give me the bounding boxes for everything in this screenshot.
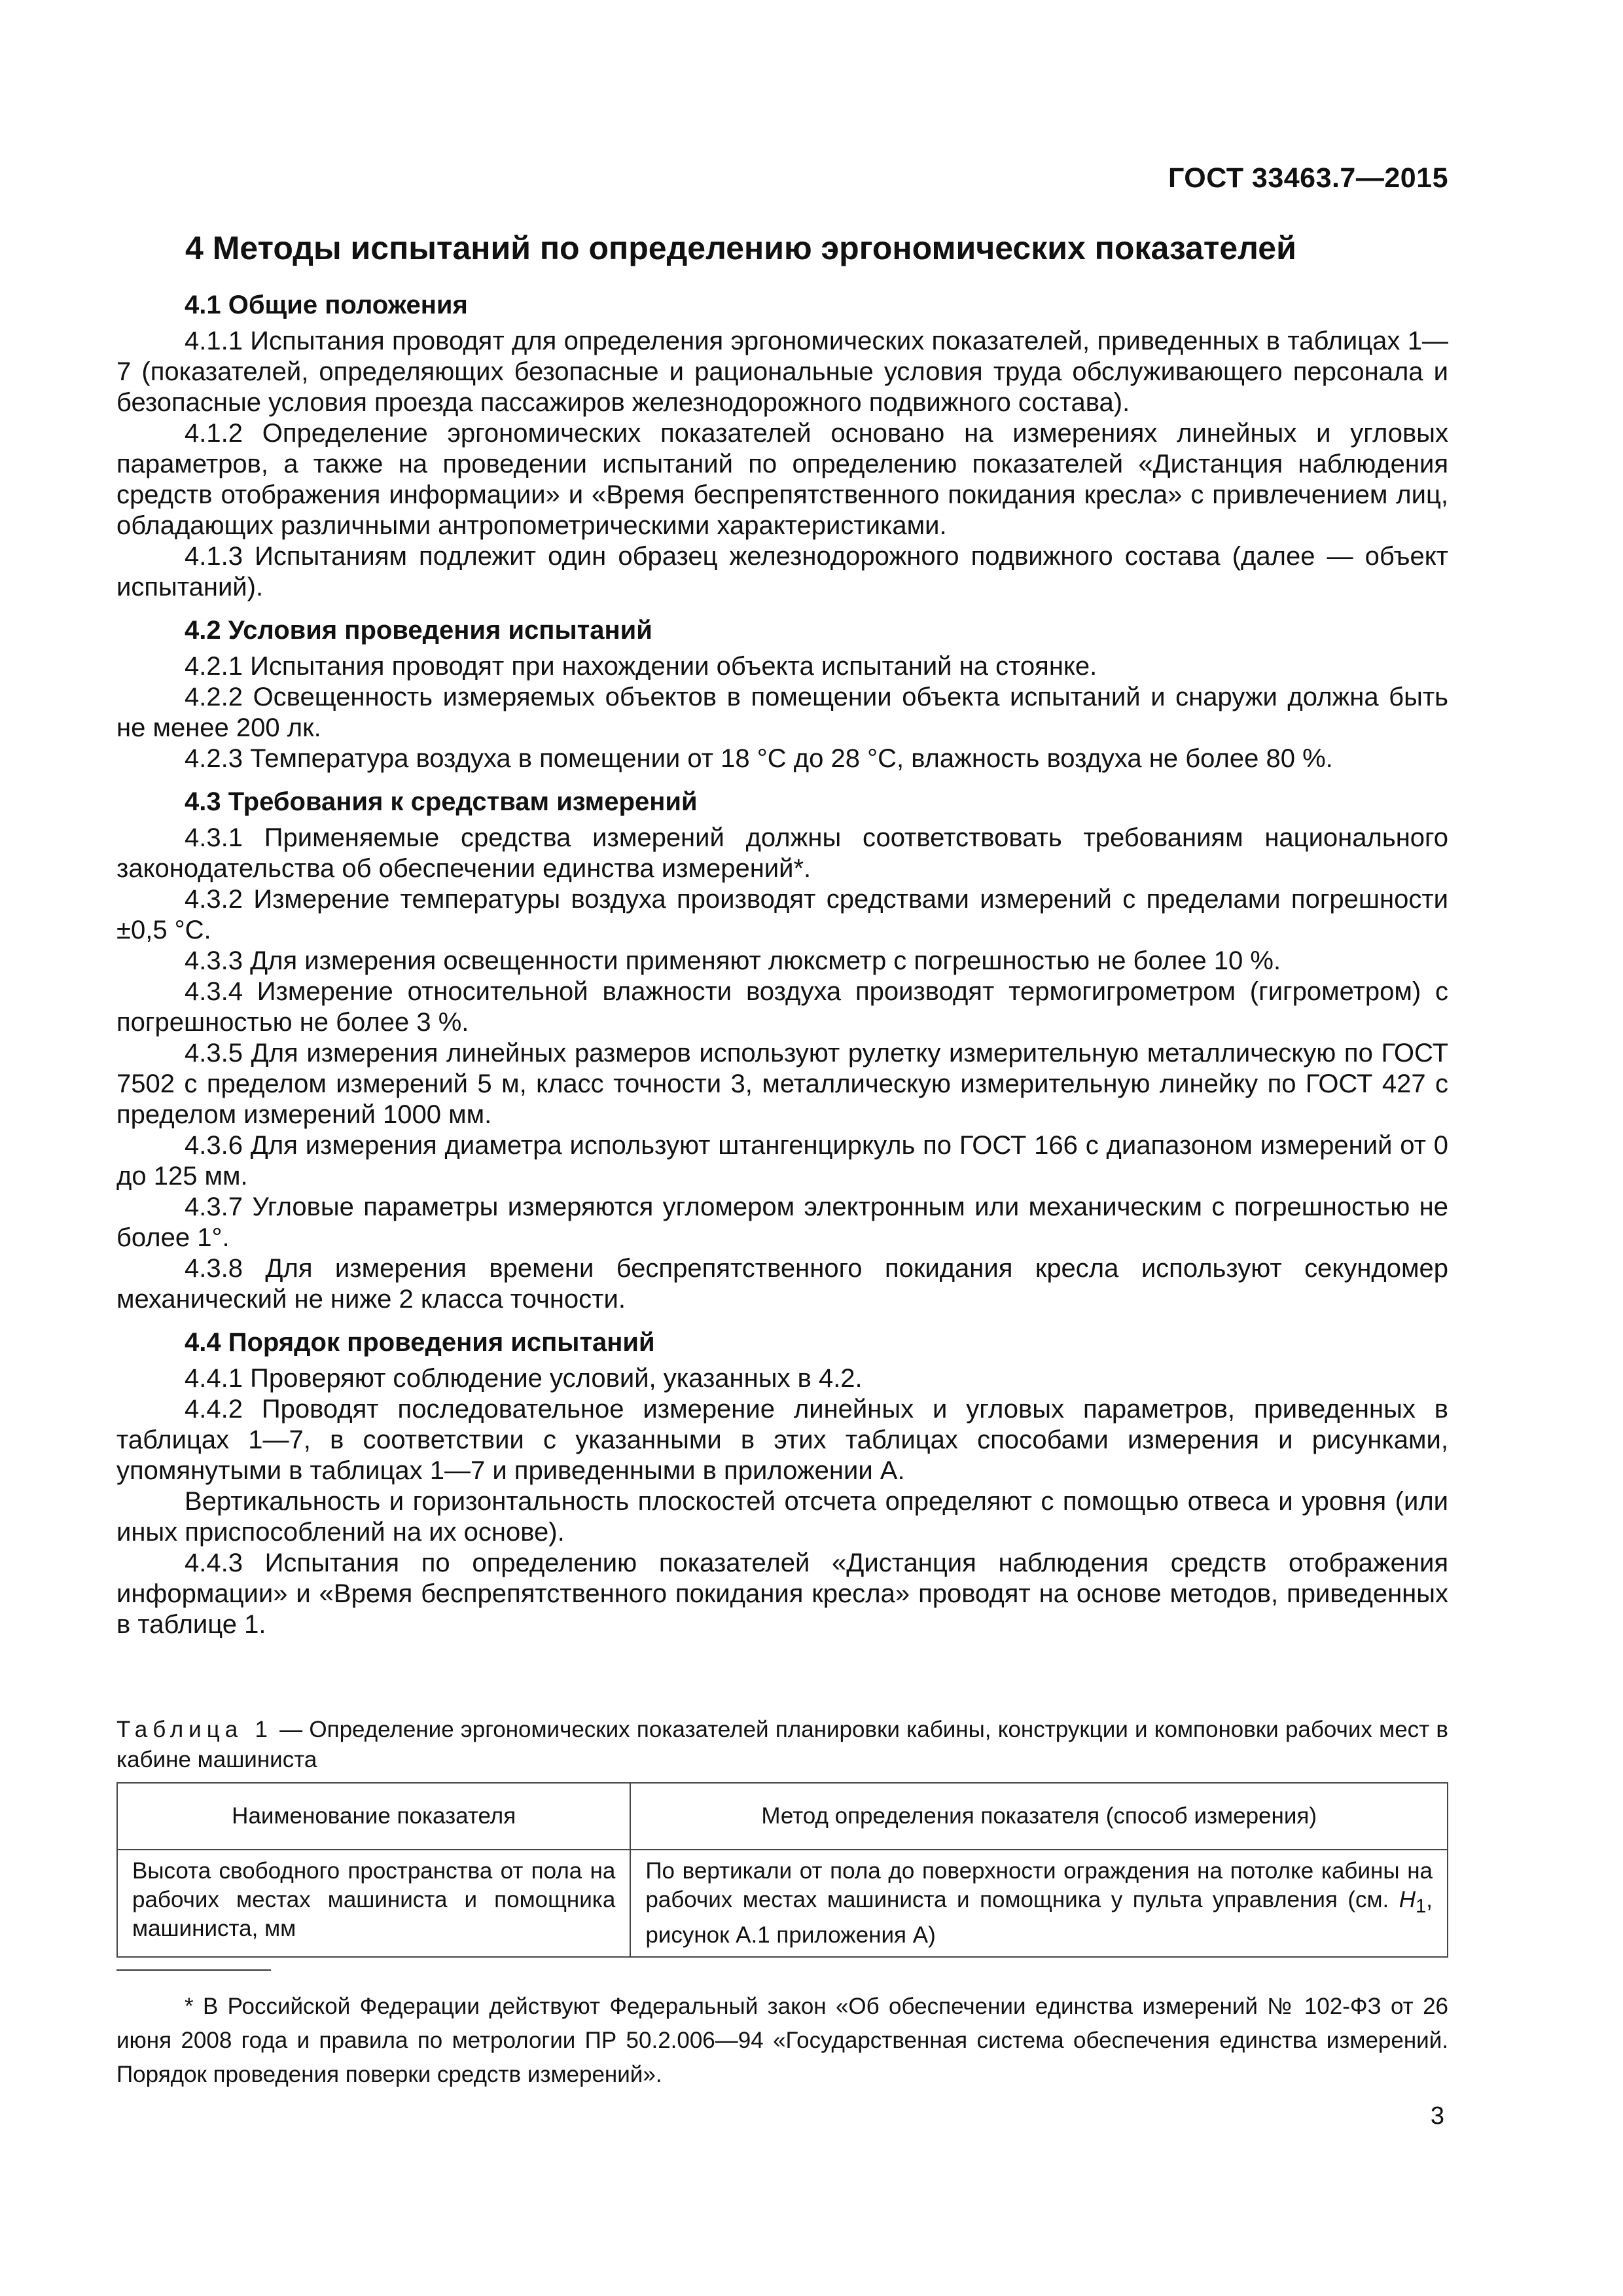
paragraph-4-1-1: 4.1.1 Испытания проводят для определения эргономических показателей, приведенных в таблицах 1—7 (показателей, определяющих безопасные и рациональные условия труда обслуживающего персонала и безопасные условия проезда пассажиров железнодорожного подвижного состава). — [116, 327, 1448, 417]
table-row — [117, 1850, 1448, 1957]
paragraph-4-1-3: 4.1.3 Испытаниям подлежит один образец железнодорожного подвижного состава (далее — объект испытаний). — [116, 542, 1448, 601]
paragraph-4-3-6: 4.3.6 Для измерения диаметра используют штангенциркуль по ГОСТ 166 с диапазоном измерений от 0 до 125 мм. — [116, 1131, 1448, 1191]
paragraph-4-4-1: 4.4.1 Проверяют соблюдение условий, указанных в 4.2. — [185, 1364, 863, 1393]
table-1 — [116, 1782, 1448, 1958]
paragraph-4-2-1: 4.2.1 Испытания проводят при нахождении объекта испытаний на стоянке. — [185, 652, 1097, 681]
method-text-end: , рисунок А.1 приложения А) — [645, 1887, 1433, 1948]
table-header-row — [117, 1783, 1448, 1850]
page-number: 3 — [1430, 2102, 1444, 2130]
section-title: 4 Методы испытаний по определению эргономических показателей — [185, 230, 1296, 266]
document-header-code: ГОСТ 33463.7—2015 — [1168, 162, 1448, 194]
table-caption-text: — Определение эргономических показателей планировки кабины, конструкции и компоновки рабочих мест в кабине машиниста — [116, 1717, 1449, 1772]
subsection-title-4-4: 4.4 Порядок проведения испытаний — [185, 1328, 655, 1357]
body-text — [116, 287, 1448, 1640]
method-text-start: По вертикали от пола до поверхности ограждения на потолке кабины на рабочих местах машиниста и помощника у пульта управления (см. — [645, 1858, 1433, 1912]
paragraph-4-3-2: 4.3.2 Измерение температуры воздуха производят средствами измерений с пределами погрешности ±0,5 °С. — [116, 885, 1448, 944]
paragraph-4-3-3: 4.3.3 Для измерения освещенности применяют люксметр с погрешностью не более 10 %. — [185, 946, 1281, 975]
subsection-title-4-1: 4.1 Общие положения — [185, 291, 468, 319]
paragraph-4-4-3: 4.4.3 Испытания по определению показателей «Дистанция наблюдения средств отображения информации» и «Время беспрепятственного покидания кресла» проводят на основе методов, приведенных в таблице 1. — [116, 1549, 1448, 1639]
footnote: * В Российской Федерации действуют Федеральный закон «Об обеспечении единства измерений № 102-ФЗ от 26 июня 2008 года и правила по метрологии ПР 50.2.006—94 «Государственная система обеспечения единства измерений. Порядок проведения поверки средств измерений». — [116, 1994, 1448, 2087]
paragraph-4-3-8: 4.3.8 Для измерения времени беспрепятственного покидания кресла используют секундомер механический не ниже 2 класса точности. — [116, 1254, 1448, 1314]
subsection-title-4-3: 4.3 Требования к средствам измерений — [185, 787, 698, 816]
variable-h-subscript: 1 — [1416, 1896, 1427, 1917]
footnote-divider — [116, 1969, 271, 1971]
table-header-indicator-name: Наименование показателя — [117, 1783, 630, 1850]
subsection-title-4-2: 4.2 Условия проведения испытаний — [185, 616, 652, 645]
table-cell-method — [630, 1850, 1448, 1957]
table-caption — [116, 1715, 1448, 1775]
paragraph-4-2-3: 4.2.3 Температура воздуха в помещении от 18 °С до 28 °С, влажность воздуха не более 80 %. — [185, 744, 1333, 773]
paragraph-4-3-7: 4.3.7 Угловые параметры измеряются угломером электронным или механическим с погрешностью не более 1°. — [116, 1193, 1448, 1252]
table-header-method: Метод определения показателя (способ измерения) — [630, 1783, 1448, 1850]
paragraph-4-1-2: 4.1.2 Определение эргономических показателей основано на измерениях линейных и угловых параметров, а также на проведении испытаний по определению показателей «Дистанция наблюдения средств отображения информации» и «Время беспрепятственного покидания кресла» с привлечением лиц, обладающих различными антропометрическими характеристиками. — [116, 419, 1448, 540]
table-cell-indicator: Высота свободного пространства от пола на рабочих местах машиниста и помощника машиниста, мм — [117, 1850, 630, 1957]
variable-h: H — [1399, 1887, 1416, 1912]
paragraph-4-3-4: 4.3.4 Измерение относительной влажности воздуха производят термогигрометром (гигрометром) с погрешностью не более 3 %. — [116, 977, 1448, 1037]
table-caption-label: Таблица 1 — [116, 1717, 273, 1742]
paragraph-4-4-2-note: Вертикальность и горизонтальность плоскостей отсчета определяют с помощью отвеса и уровня (или иных приспособлений на их основе). — [116, 1487, 1448, 1547]
paragraph-4-2-2: 4.2.2 Освещенность измеряемых объектов в помещении объекта испытаний и снаружи должна быть не менее 200 лк. — [116, 683, 1448, 742]
paragraph-4-3-1: 4.3.1 Применяемые средства измерений должны соответствовать требованиям национального законодательства об обеспечении единства измерений*. — [116, 823, 1448, 883]
paragraph-4-3-5: 4.3.5 Для измерения линейных размеров используют рулетку измерительную металлическую по ГОСТ 7502 с пределом измерений 5 м, класс точности 3, металлическую измерительную линейку по ГОСТ 427 с пределом измерений 1000 мм. — [116, 1039, 1448, 1129]
paragraph-4-4-2: 4.4.2 Проводят последовательное измерение линейных и угловых параметров, приведенных в таблицах 1—7, в соответствии с указанными в этих таблицах способами измерения и рисунками, упомянутыми в таблицах 1—7 и приведенными в приложении А. — [116, 1395, 1448, 1485]
